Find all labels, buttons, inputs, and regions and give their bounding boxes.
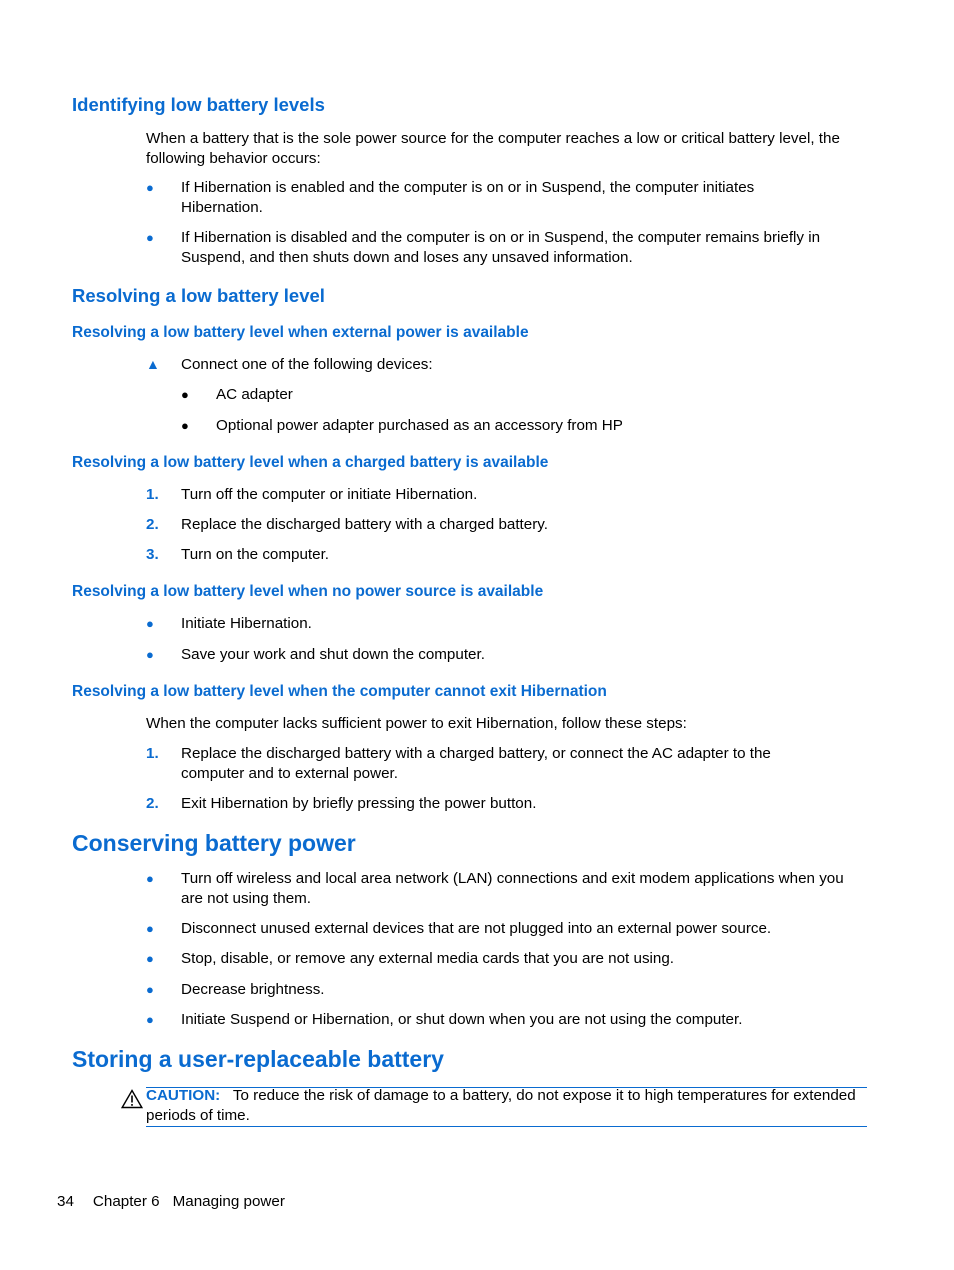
bullet-icon: ● [146, 951, 154, 966]
identifying-item-2: If Hibernation is disabled and the computer is on or in Suspend, the computer remains briefly in Suspend, and then shuts down and loses any unsaved information. [181, 229, 821, 266]
subheading-no-power: Resolving a low battery level when no power source is available [72, 583, 544, 600]
charged-step-3: Turn on the computer. [181, 546, 330, 563]
section-heading-identifying: Identifying low battery levels [72, 94, 325, 115]
external-item-1: AC adapter [216, 386, 293, 403]
step-number: 2. [146, 795, 159, 812]
conserving-item-5: Initiate Suspend or Hibernation, or shut down when you are not using the computer. [181, 1011, 743, 1028]
bullet-icon: ● [146, 616, 154, 631]
subheading-external-power: Resolving a low battery level when external power is available [72, 324, 529, 341]
section-heading-resolving: Resolving a low battery level [72, 285, 325, 306]
external-step: Connect one of the following devices: [181, 356, 433, 373]
page-footer [57, 1192, 285, 1212]
caution-note [146, 1086, 866, 1125]
conserving-item-3: Stop, disable, or remove any external media cards that you are not using. [181, 950, 675, 967]
section-heading-conserving: Conserving battery power [72, 830, 356, 856]
charged-step-2: Replace the discharged battery with a charged battery. [181, 516, 548, 533]
chapter-label: Chapter 6 [92, 1193, 160, 1210]
step-triangle-icon: ▲ [146, 356, 160, 372]
no-power-item-2: Save your work and shut down the computer. [181, 646, 485, 663]
step-number: 1. [146, 486, 159, 503]
conserving-item-4: Decrease brightness. [181, 981, 325, 998]
warning-triangle-icon [121, 1089, 143, 1109]
cannot-exit-intro: When the computer lacks sufficient power to exit Hibernation, follow these steps: [146, 715, 687, 732]
conserving-item-1: Turn off wireless and local area network (LAN) connections and exit modem applications when you are not using them. [181, 870, 844, 907]
section-heading-storing: Storing a user-replaceable battery [72, 1046, 444, 1072]
subheading-cannot-exit: Resolving a low battery level when the computer cannot exit Hibernation [72, 683, 607, 700]
caution-text: To reduce the risk of damage to a battery, do not expose it to high temperatures for extended periods of time. [146, 1087, 856, 1124]
no-power-item-1: Initiate Hibernation. [181, 615, 312, 632]
subheading-charged-battery: Resolving a low battery level when a charged battery is available [72, 454, 549, 471]
bullet-icon: ● [181, 387, 189, 402]
step-number: 1. [146, 745, 159, 762]
bullet-icon: ● [146, 647, 154, 662]
identifying-intro: When a battery that is the sole power source for the computer reaches a low or critical battery level, the following behavior occurs: [146, 130, 840, 167]
bullet-icon: ● [146, 180, 154, 195]
bullet-icon: ● [181, 418, 189, 433]
caution-label: CAUTION: [146, 1087, 221, 1104]
bullet-icon: ● [146, 921, 154, 936]
cannot-exit-step-2: Exit Hibernation by briefly pressing the power button. [181, 795, 537, 812]
conserving-item-2: Disconnect unused external devices that are not plugged into an external power source. [181, 920, 772, 937]
caution-bottom-rule [146, 1126, 867, 1127]
bullet-icon: ● [146, 982, 154, 997]
bullet-icon: ● [146, 230, 154, 245]
page-number: 34 [57, 1193, 74, 1210]
identifying-item-1: If Hibernation is enabled and the computer is on or in Suspend, the computer initiates Hibernation. [181, 179, 755, 216]
bullet-icon: ● [146, 871, 154, 886]
charged-step-1: Turn off the computer or initiate Hibernation. [181, 486, 478, 503]
cannot-exit-step-1: Replace the discharged battery with a charged battery, or connect the AC adapter to the computer and to external power. [181, 745, 771, 782]
step-number: 2. [146, 516, 159, 533]
external-item-2: Optional power adapter purchased as an accessory from HP [216, 417, 623, 434]
step-number: 3. [146, 546, 159, 563]
bullet-icon: ● [146, 1012, 154, 1027]
chapter-title: Managing power [172, 1193, 285, 1210]
